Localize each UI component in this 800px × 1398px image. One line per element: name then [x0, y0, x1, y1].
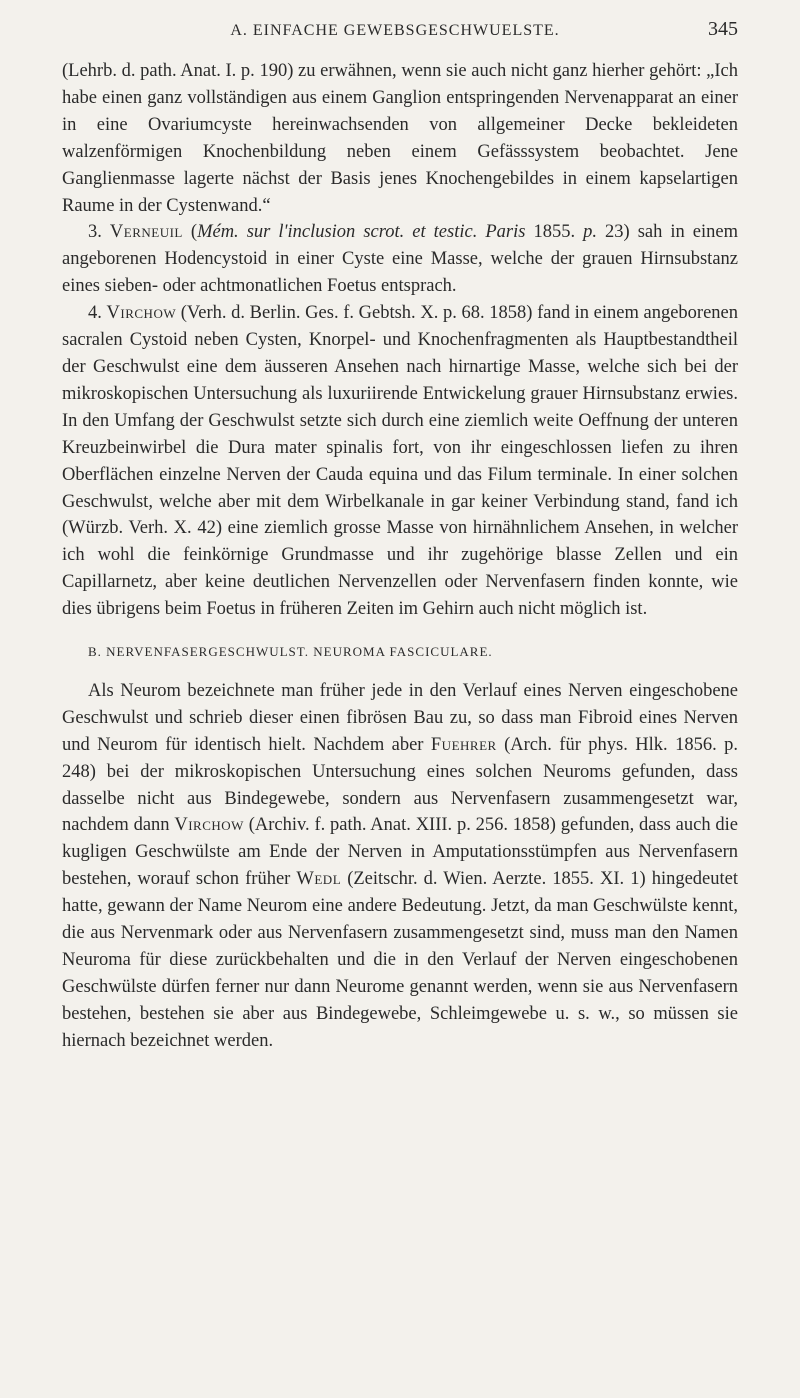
- author-wedl: Wedl: [296, 869, 342, 890]
- body-text: [62, 58, 738, 1055]
- citation-title: Mém. sur l'inclusion scrot. et testic. Paris: [197, 222, 526, 243]
- paragraph-virchow: [62, 300, 738, 623]
- author-fuehrer: Fuehrer: [430, 734, 497, 755]
- paragraph-neurom: [62, 678, 738, 1055]
- paren-open: (: [190, 222, 198, 243]
- item-number: 4.: [88, 303, 102, 324]
- paragraph-text: 23) sah in einem angeborenen Hodencystoid in einer Cyste eine Masse, welche der grauen Hirnsubstanz eines sieben- oder achtmonatlichen Foetus entsprach.: [62, 222, 739, 297]
- paragraph-text: (Archiv. f. path. Anat. XIII. p. 256. 1858) gefunden, dass auch die kugligen Geschwülste am Ende der Nerven in Amputationsstümpfen aus Nervenfasern bestehen, worauf schon früher: [62, 815, 738, 890]
- paragraph-lehrb-quote: (Lehrb. d. path. Anat. I. p. 190) zu erwähnen, wenn sie auch nicht ganz hierher gehört: „Ich habe einen ganz vollständigen aus einem Ganglion entspringenden Nervenapparat an einer in eine Ovariumcyste hereinwachsenden von allgemeiner Decke bekleideten walzenförmigen Knochenbildung neben einem Gefässsystem beobachtet. Jene Ganglienmasse lagerte nächst der Basis jenes Knochengebildes in einem kapselartigen Raume in der Cystenwand.“: [62, 61, 738, 216]
- author-verneuil: Verneuil: [109, 222, 183, 243]
- author-virchow: Virchow: [174, 815, 244, 836]
- paragraph-text: (Arch. für phys. Hlk. 1856. p. 248) bei der mikroskopischen Untersuchung eines solchen Neuroms gefunden, dass dasselbe nicht aus Bindegewebe, sondern aus Nervenfasern zusammengesetzt war, nachdem dann: [62, 734, 738, 836]
- paragraph-text: (Verh. d. Berlin. Ges. f. Gebtsh. X. p. 68. 1858) fand in einem angeborenen sacralen Cystoid neben Cysten, Knorpel- und Knochenfragmenten als Hauptbestandtheil der Geschwulst eine dem äusseren Ansehen nach hirnartige Masse, welche sich bei der mikroskopischen Untersuchung als luxuriirende Entwickelung grauer Hirnsubstanz erwies. In den Umfang der Geschwulst setzte sich durch eine ziemlich weite Oeffnung der unteren Kreuzbeinwirbel die Dura mater spinalis fort, von ihr eingeschlossen liefen zu ihren Oberflächen einzelne Nerven der Cauda equina und das Filum terminale. In einer solchen Geschwulst, welche aber mit dem Wirbelkanale in gar keiner Verbindung stand, fand ich (Würzb. Verh. X. 42) eine ziemlich grosse Masse von hirnähnlichem Ansehen, in welcher ich wohl die feinkörnige Grundmasse und ihr zugehörige blasse Zellen und ein Capillarnetz, aber keine deutlichen Nervenzellen oder Nervenfasern finden konnte, wie dies übrigens beim Foetus in früheren Zeiten im Gehirn auch nicht möglich ist.: [62, 303, 738, 620]
- item-number: 3.: [88, 222, 102, 243]
- author-virchow: Virchow: [106, 303, 177, 324]
- paragraph-text: Als Neurom bezeichnete man früher jede in den Verlauf eines Nerven eingeschobene Geschwulst und schrieb dieser einen fibrösen Bau zu, so dass man Fibroid eines Nerven und Neurom für identisch hielt. Nachdem aber: [62, 680, 738, 755]
- page-number: 345: [708, 18, 738, 40]
- citation-page-abbrev: p.: [583, 222, 597, 243]
- paragraph-verneuil: [62, 219, 738, 300]
- running-title: A. EINFACHE GEWEBSGESCHWUELSTE.: [230, 22, 560, 39]
- citation-year: 1855.: [525, 222, 584, 243]
- running-head: [62, 18, 738, 58]
- section-heading: B. NERVENFASERGESCHWULST. NEUROMA FASCICULARE.: [88, 644, 493, 660]
- paragraph-text: (Zeitschr. d. Wien. Aerzte. 1855. XI. 1) hingedeutet hatte, gewann der Name Neurom eine andere Bedeutung. Jetzt, da man Geschwülste kennt, die aus Nervenmark oder aus Nervenfasern zusammengesetzt sind, muss man den Namen Neuroma für diese zurückbehalten und die in den Verlauf der Nerven eingeschobenen Geschwülste dürfen ferner nur dann Neurome genannt werden, wenn sie aus Nervenfasern bestehen, bestehen sie aber aus Bindegewebe, Schleimgewebe u. s. w., so müssen sie hiernach bezeichnet werden.: [62, 869, 738, 1051]
- page: [62, 18, 738, 1055]
